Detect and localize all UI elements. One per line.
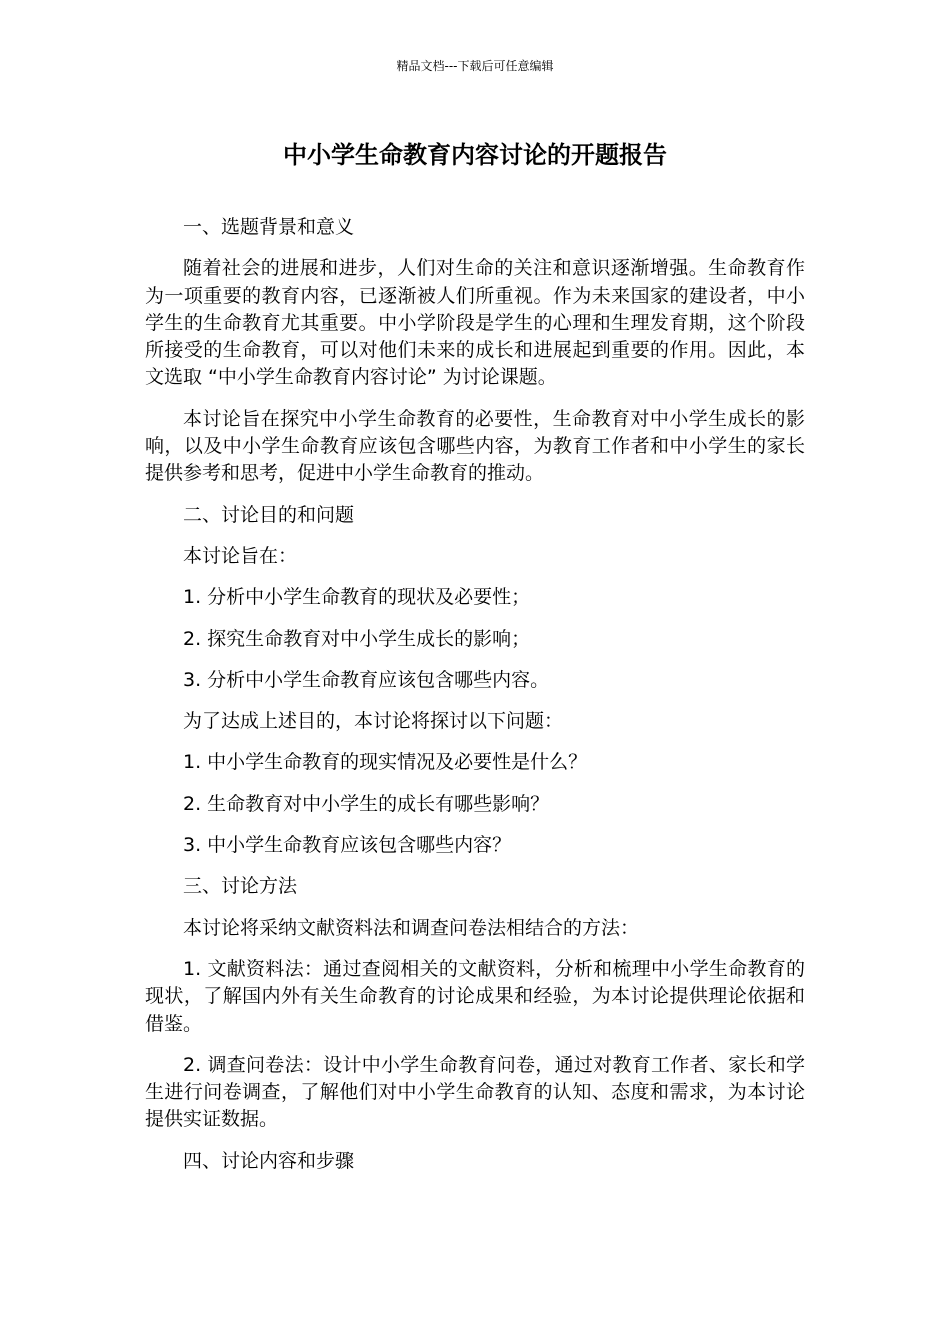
paragraph-methods-intro: 本讨论将采纳文献资料法和调查问卷法相结合的方法： [183,916,640,939]
paragraph-background: 随着社会的进展和进步，人们对生命的关注和意识逐渐增强。生命教育作为一项重要的教育内容，已逐渐被人们所重视。作为未来国家的建设者，中小学生的生命教育尤其重要。中小学阶段是学生的心理和生理发育期，这个阶段所接受的生命教育，可以对他们未来的成长和进展起到重要的作用。因此，本文选取 “中小学生命教育内容讨论” 为讨论课题。 [145,257,805,389]
paragraph-purpose: 本讨论旨在探究中小学生命教育的必要性，生命教育对中小学生成长的影响，以及中小学生命教育应该包含哪些内容，为教育工作者和中小学生的家长提供参考和思考，促进中小学生命教育的推动。 [145,407,805,485]
list-item-question-2: 2. 生命教育对中小学生的成长有哪些影响？ [183,792,550,815]
paragraph-goals-intro: 本讨论旨在： [183,544,298,567]
list-item-method-survey: 2. 调查问卷法：设计中小学生命教育问卷，通过对教育工作者、家长和学生进行问卷调查，了解他们对中小学生命教育的认知、态度和需求，为本讨论提供实证数据。 [145,1053,805,1131]
list-item-question-1: 1. 中小学生命教育的现实情况及必要性是什么？ [183,751,588,774]
section-heading-content-steps: 四、讨论内容和步骤 [183,1149,355,1172]
list-item-question-3: 3. 中小学生命教育应该包含哪些内容？ [183,834,512,857]
list-item-method-literature: 1. 文献资料法：通过查阅相关的文献资料，分析和梳理中小学生命教育的现状，了解国内外有关生命教育的讨论成果和经验，为本讨论提供理论依据和借鉴。 [145,957,805,1035]
page-header: 精品文档---下载后可任意编辑 [396,59,554,73]
list-item-goal-2: 2. 探究生命教育对中小学生成长的影响； [183,627,531,650]
section-heading-goals: 二、讨论目的和问题 [183,503,355,526]
document-title: 中小学生命教育内容讨论的开题报告 [283,141,667,169]
section-heading-methods: 三、讨论方法 [183,875,298,898]
paragraph-questions-intro: 为了达成上述目的，本讨论将探讨以下问题： [183,710,564,733]
section-heading-background: 一、选题背景和意义 [183,216,355,238]
document-body [145,214,805,1189]
list-item-goal-1: 1. 分析中小学生命教育的现状及必要性； [183,586,531,609]
list-item-goal-3: 3. 分析中小学生命教育应该包含哪些内容。 [183,668,550,691]
